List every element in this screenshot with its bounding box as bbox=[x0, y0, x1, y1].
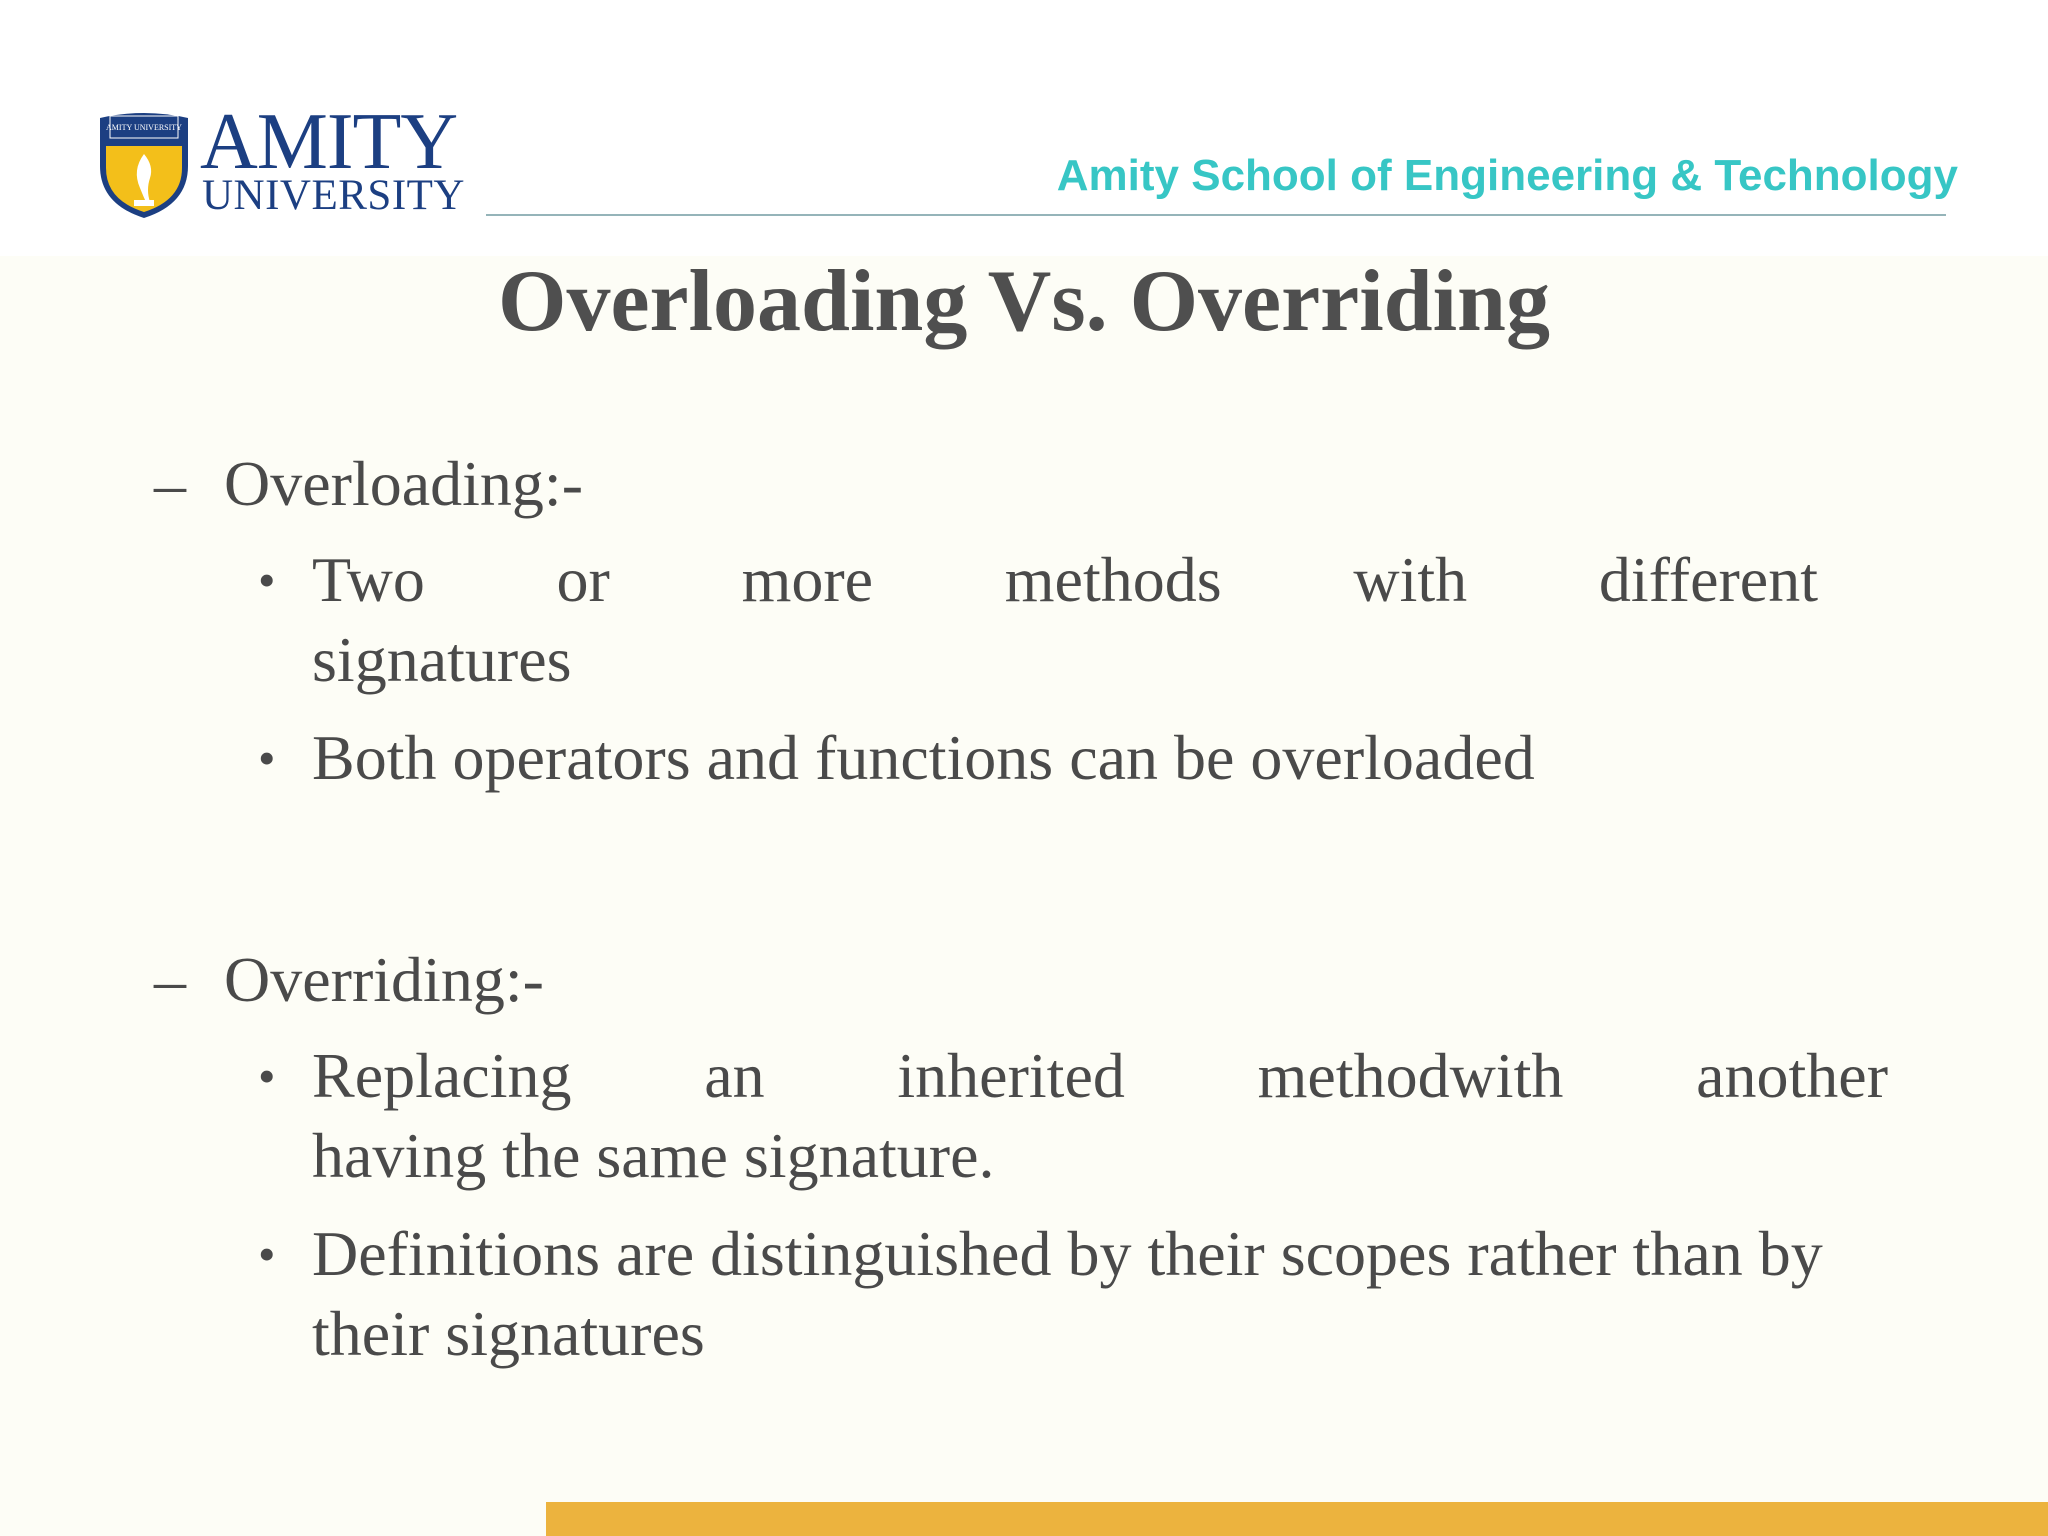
header-divider bbox=[486, 214, 1946, 216]
justified-line bbox=[312, 1036, 1888, 1116]
bullet-text bbox=[312, 1214, 1912, 1374]
word: different bbox=[1598, 544, 1818, 615]
word: more bbox=[741, 544, 874, 615]
word: or bbox=[556, 544, 610, 615]
section-overriding-heading bbox=[154, 940, 544, 1020]
slide-header bbox=[0, 0, 2048, 256]
bullet-line: their signatures bbox=[312, 1298, 705, 1369]
word: Two bbox=[312, 544, 425, 615]
word: Replacing bbox=[312, 1040, 572, 1111]
bullet-marker: • bbox=[258, 1226, 276, 1282]
bullet-text bbox=[312, 1036, 1912, 1196]
crest-text: AMITY UNIVERSITY bbox=[106, 123, 182, 132]
word: methodwith bbox=[1257, 1040, 1564, 1111]
bullet-line: Definitions are distinguished by their scopes rather than by bbox=[312, 1218, 1823, 1289]
bullet-marker: • bbox=[258, 552, 276, 608]
section-overloading-heading bbox=[154, 444, 583, 524]
dash-marker: – bbox=[154, 448, 186, 519]
dash-marker: – bbox=[154, 944, 186, 1015]
bullet-line: signatures bbox=[312, 624, 572, 695]
bullet-marker: • bbox=[258, 1048, 276, 1104]
bullet-text bbox=[312, 540, 1912, 700]
footer-accent-bar bbox=[546, 1502, 2048, 1536]
word: another bbox=[1696, 1040, 1888, 1111]
logo-subtitle: UNIVERSITY bbox=[202, 172, 465, 219]
university-crest-icon bbox=[96, 108, 192, 220]
word: inherited bbox=[897, 1040, 1125, 1111]
bullet-overloading-2 bbox=[258, 718, 1908, 798]
logo-name: AMITY bbox=[200, 98, 458, 186]
word: an bbox=[704, 1040, 765, 1111]
section-heading-text: Overriding:- bbox=[224, 944, 544, 1015]
justified-line bbox=[312, 540, 1818, 620]
word: with bbox=[1353, 544, 1468, 615]
bullet-overriding-1 bbox=[258, 1036, 1908, 1196]
bullet-overriding-2 bbox=[258, 1214, 1908, 1374]
school-name: Amity School of Engineering & Technology bbox=[1056, 151, 1958, 200]
bullet-text: Both operators and functions can be overloaded bbox=[312, 722, 1535, 793]
bullet-line: having the same signature. bbox=[312, 1120, 995, 1191]
slide-title: Overloading Vs. Overriding bbox=[498, 253, 1550, 350]
section-heading-text: Overloading:- bbox=[224, 448, 583, 519]
bullet-marker: • bbox=[258, 730, 276, 786]
word: methods bbox=[1004, 544, 1222, 615]
amity-university-logo bbox=[96, 98, 465, 219]
bullet-overloading-1 bbox=[258, 540, 1908, 700]
